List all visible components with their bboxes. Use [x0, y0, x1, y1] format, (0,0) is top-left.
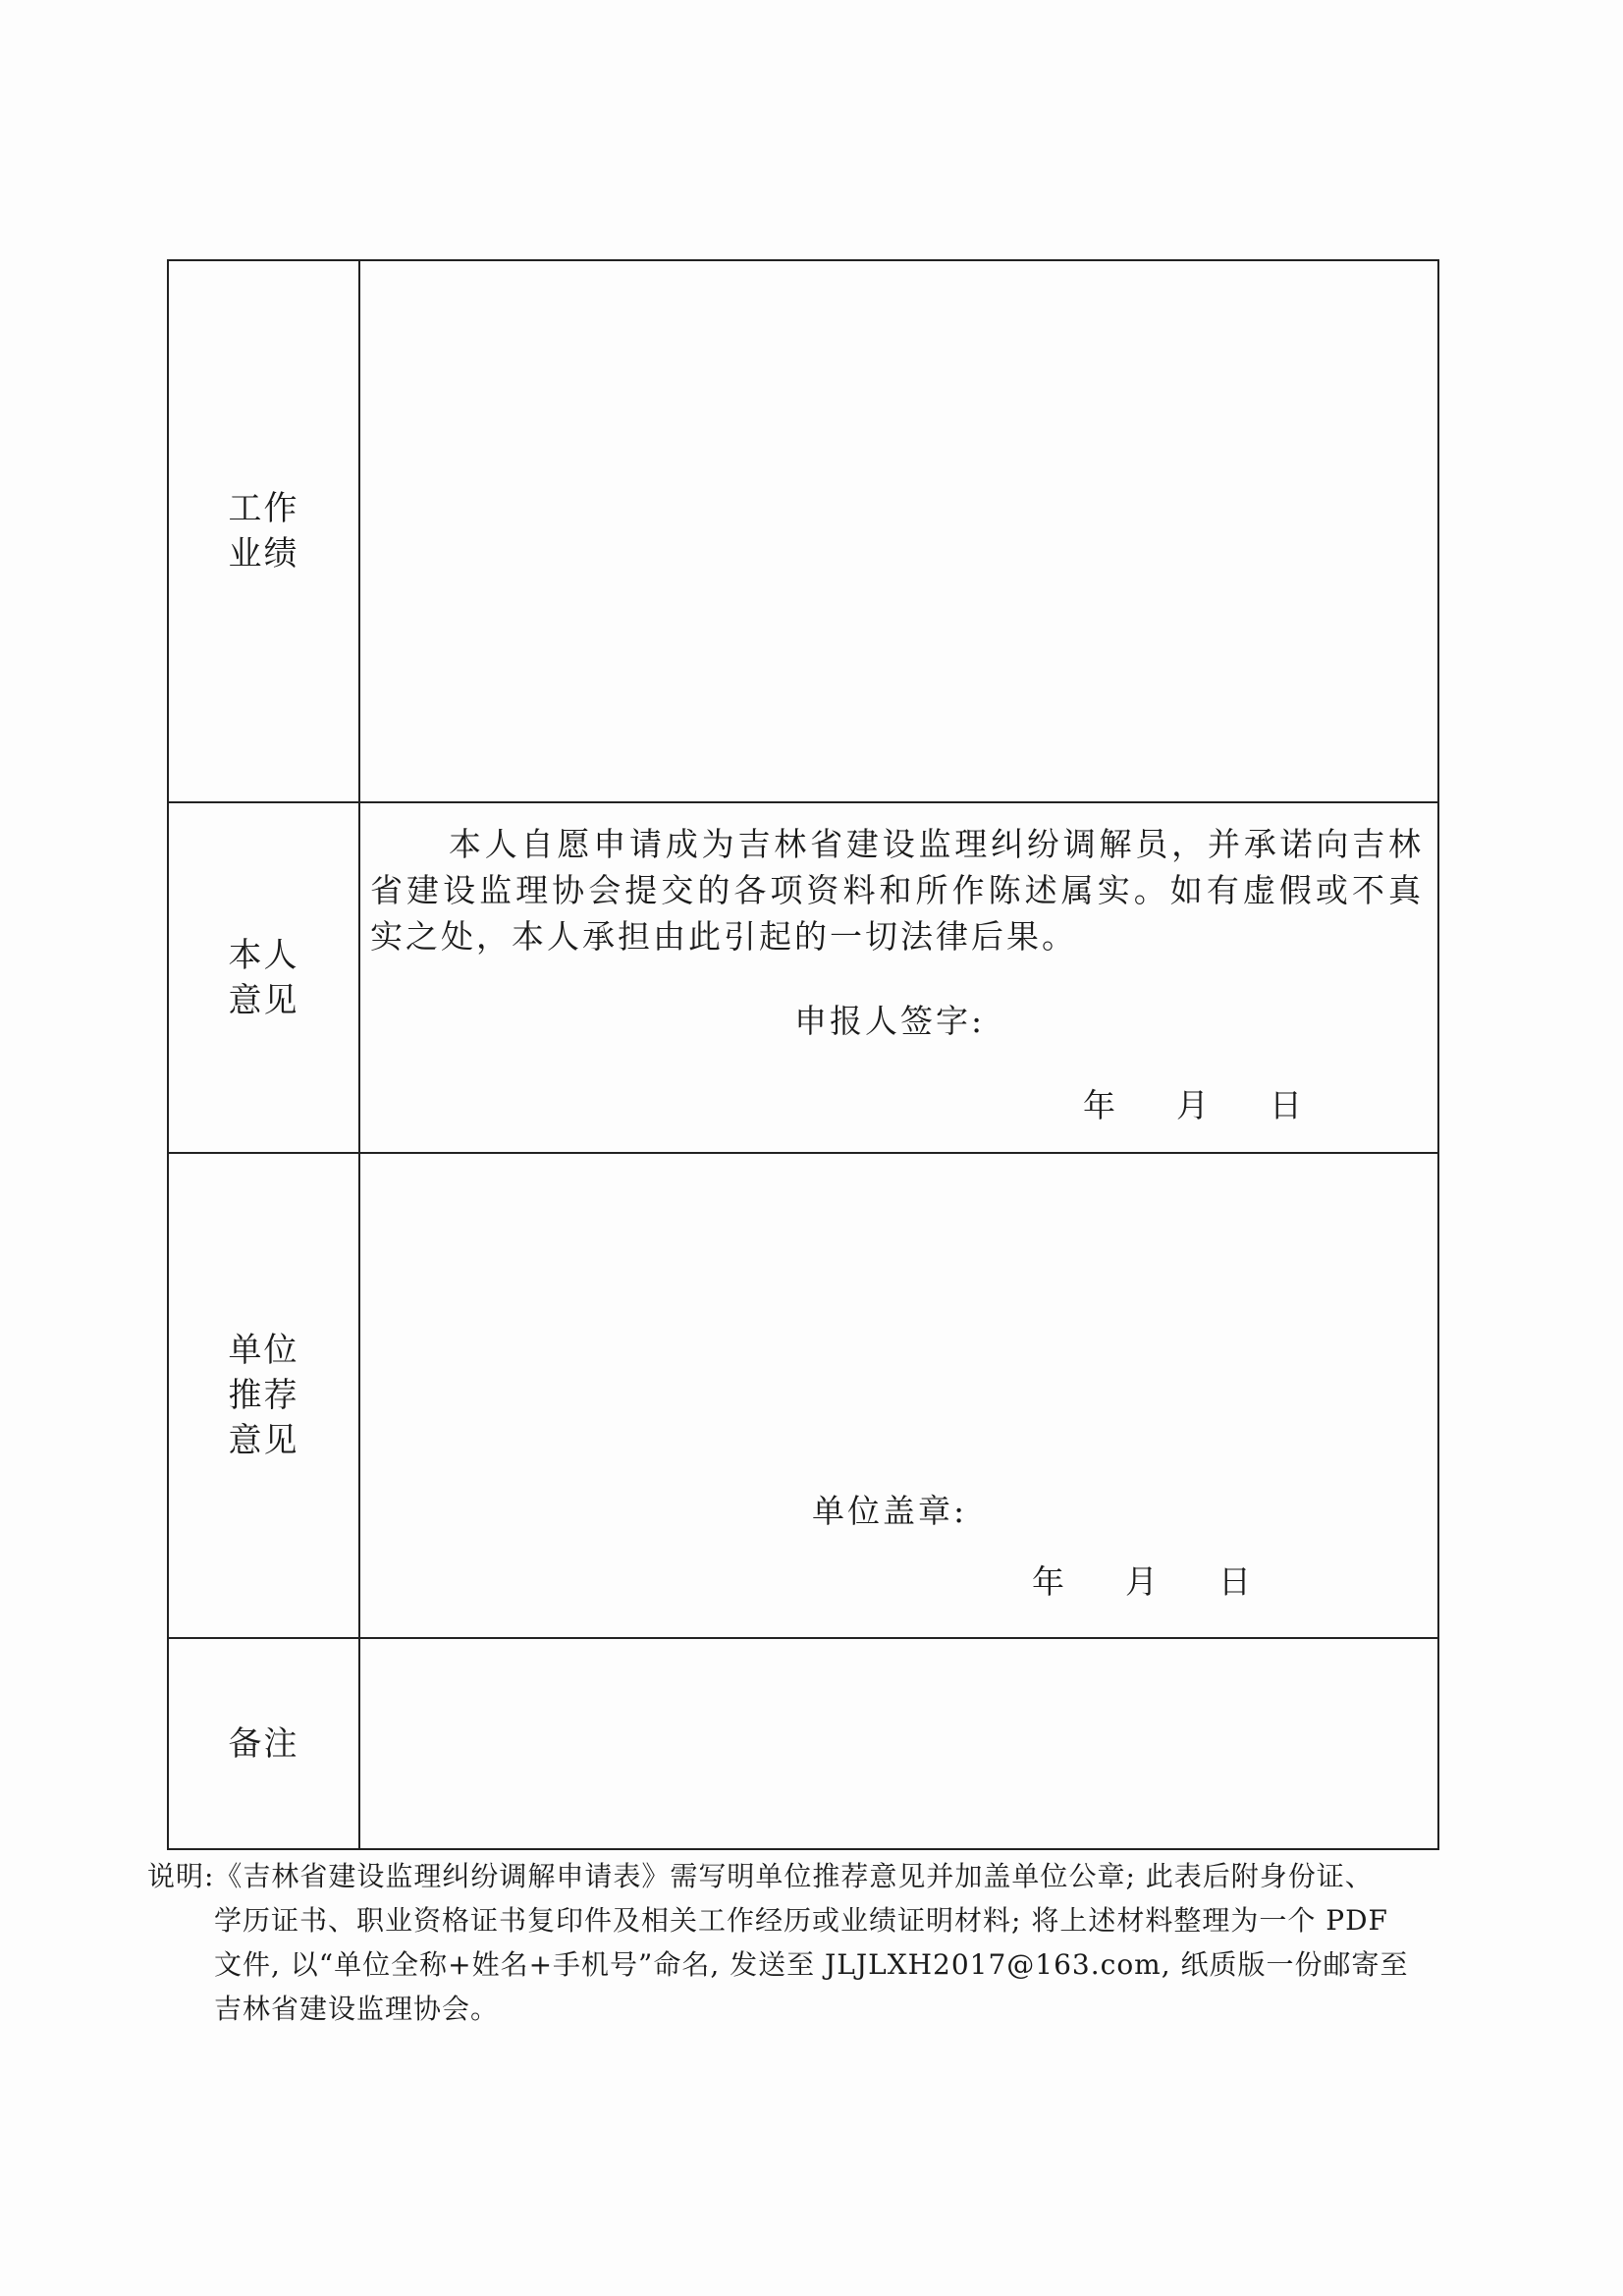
date-year: 年 — [1032, 1562, 1064, 1601]
unit-label-line3: 意见 — [228, 1421, 299, 1460]
work-label-line1: 工作 — [228, 489, 299, 528]
unit-label-line2: 推荐 — [228, 1376, 299, 1415]
date-day: 日 — [1270, 1086, 1302, 1124]
applicant-date — [1083, 1080, 1302, 1126]
application-form-table — [167, 259, 1439, 1850]
personal-statement: 本人自愿申请成为吉林省建设监理纠纷调解员，并承诺向吉林省建设监理协会提交的各项资料和所作陈述属实。如有虚假或不真实之处，本人承担由此引起的一切法律后果。 — [370, 825, 1424, 956]
remarks-label: 备注 — [168, 1638, 359, 1849]
personal-opinion-field — [359, 802, 1438, 1153]
personal-opinion-row — [168, 802, 1438, 1153]
date-month: 月 — [1176, 1086, 1209, 1124]
personal-opinion-label — [168, 802, 359, 1153]
work-label-line2: 业绩 — [228, 534, 299, 574]
applicant-signature-label: 申报人签字: — [794, 1002, 986, 1040]
unit-recommendation-field[interactable] — [359, 1153, 1438, 1638]
note-line2: 学历证书、职业资格证书复印件及相关工作经历或业绩证明材料; 将上述材料整理为一个 PDF — [214, 1904, 1388, 1937]
unit-seal-label: 单位盖章: — [812, 1492, 968, 1530]
note-line4: 吉林省建设监理协会。 — [214, 1993, 500, 2025]
unit-recommendation-row — [168, 1153, 1438, 1638]
date-day: 日 — [1218, 1562, 1251, 1601]
unit-recommendation-label — [168, 1153, 359, 1638]
unit-date — [1032, 1557, 1251, 1603]
note-line1: 说明:《吉林省建设监理纠纷调解申请表》需写明单位推荐意见并加盖单位公章; 此表后附身份证、 — [147, 1860, 1374, 1892]
note-line3: 文件, 以“单位全称+姓名+手机号”命名, 发送至 JLJLXH2017@163.com, 纸质版一份邮寄至 — [214, 1948, 1409, 1981]
date-month: 月 — [1125, 1562, 1158, 1601]
work-achievements-field[interactable] — [359, 260, 1438, 802]
remarks-field[interactable] — [359, 1638, 1438, 1849]
work-achievements-row — [168, 260, 1438, 802]
work-achievements-label — [168, 260, 359, 802]
self-label-line2: 意见 — [228, 980, 299, 1020]
self-label-line1: 本人 — [228, 935, 299, 975]
unit-label-line1: 单位 — [228, 1331, 299, 1370]
remarks-row — [168, 1638, 1438, 1849]
instructions-note — [147, 1854, 1492, 2031]
date-year: 年 — [1083, 1086, 1115, 1124]
